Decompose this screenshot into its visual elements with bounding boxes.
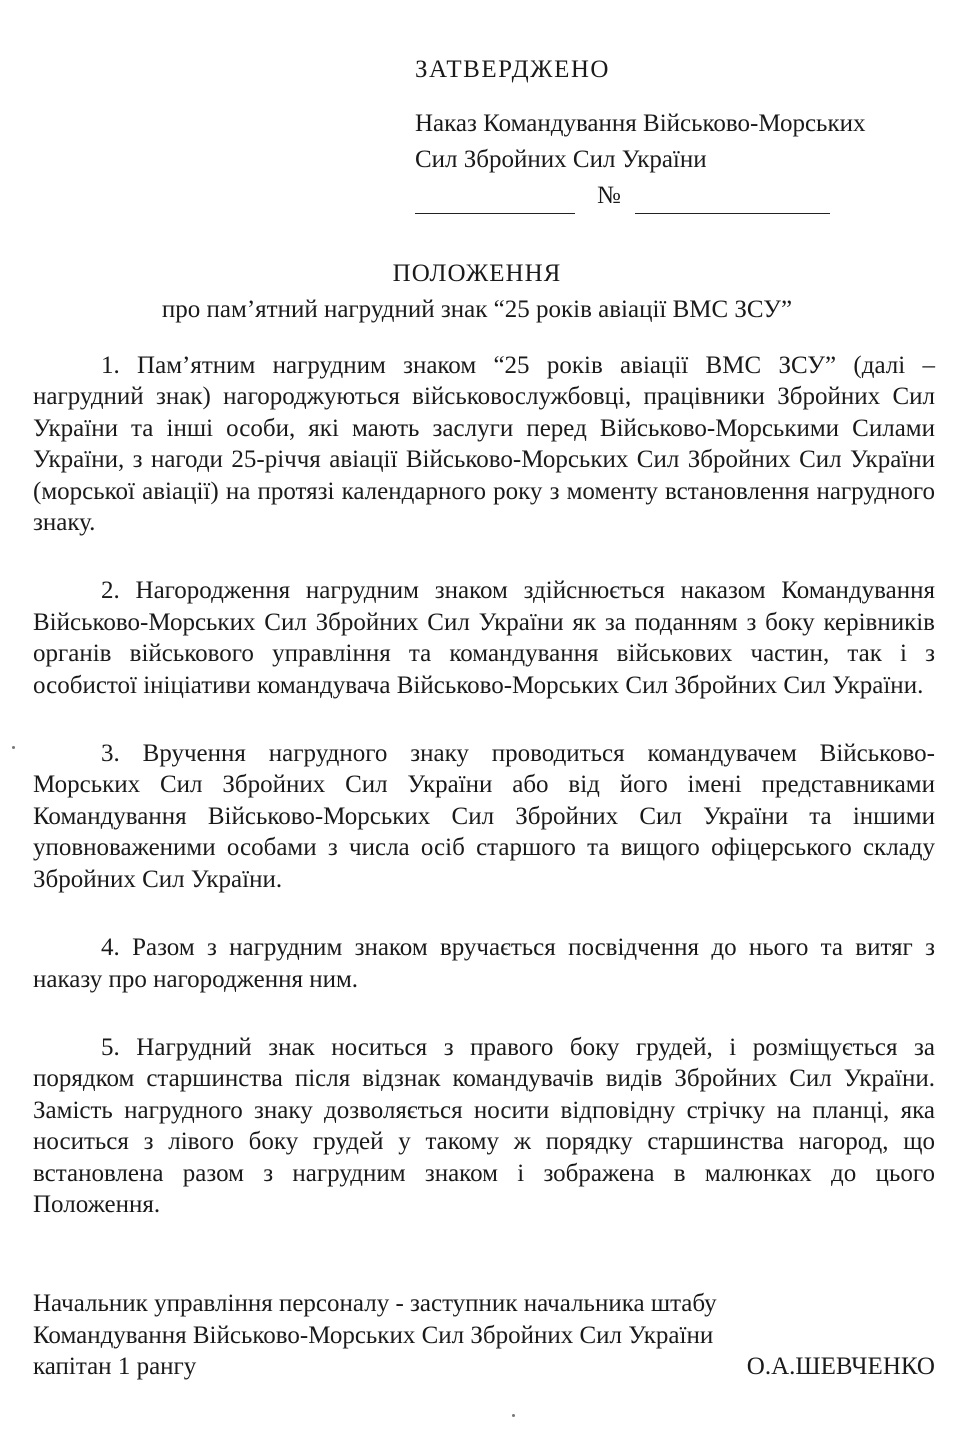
document-title-block: [0, 256, 954, 328]
approved-stamp-text: ЗАТВЕРДЖЕНО: [415, 56, 610, 83]
approval-block: [415, 52, 935, 214]
order-date-number-line: [415, 178, 935, 214]
paragraph-2: 2. Нагородження нагрудним знаком здійснюється наказом Командування Військово-Морських Сил Збройних Сил України як за поданням з боку керівників органів військового управління та командування військових частин, так і з особистої ініціативи командувача Військово-Морських Сил Збройних Сил України.: [33, 577, 935, 699]
order-date-blank: [415, 187, 575, 214]
document-title: ПОЛОЖЕННЯ: [392, 260, 562, 287]
scan-speck: [12, 746, 15, 749]
order-line-1: Наказ Командування Військово-Морських: [415, 110, 866, 137]
signatory-position-line-2: Командування Військово-Морських Сил Збройних Сил України: [33, 1321, 714, 1349]
signatory-rank-name-line: [33, 1351, 935, 1383]
document-subtitle: про пам’ятний нагрудний знак “25 років авіації ВМС ЗСУ”: [161, 296, 793, 323]
order-number-sign: №: [597, 182, 621, 209]
signature-block: [33, 1288, 935, 1383]
signatory-name: О.А.ШЕВЧЕНКО: [746, 1353, 935, 1380]
signatory-rank: капітан 1 рангу: [33, 1353, 197, 1380]
paragraph-3: 3. Вручення нагрудного знаку проводиться командувачем Військово-Морських Сил Збройних Сил України або від його імені представниками Командування Військово-Морських Сил Збройних Сил України та іншими уповноваженими особами з числа осіб старшого та вищого офіцерського складу Збройних Сил України.: [33, 740, 935, 893]
order-number-blank: [635, 187, 830, 214]
scan-speck: [512, 1414, 515, 1417]
signatory-position-line-1: Начальник управління персоналу - заступник начальника штабу: [33, 1290, 717, 1317]
paragraph-5: 5. Нагрудний знак носиться з правого боку грудей, і розміщується за порядком старшинства після відзнак командувачів видів Збройних Сил України. Замість нагрудного знаку дозволяється носити відповідну стрічку на планці, яка носиться з лівого боку грудей у такому ж порядку старшинства нагород, що встановлена разом з нагрудним знаком і зображена в малюнках до цього Положення.: [33, 1033, 935, 1218]
order-line-2: Сил Збройних Сил України: [415, 146, 707, 173]
paragraph-1: 1. Пам’ятним нагрудним знаком “25 років авіації ВМС ЗСУ” (далі – нагрудний знак) нагороджуються військовослужбовці, працівники Збройних Сил України та інші особи, які мають заслуги перед Військово-Морськими Силами України, з нагоди 25-річчя авіації Військово-Морських Сил Збройних Сил України (морської авіації) на протязі календарного року з моменту встановлення нагрудного знаку.: [33, 352, 935, 537]
document-body: [33, 350, 935, 1257]
paragraph-4: 4. Разом з нагрудним знаком вручається посвідчення до нього та витяг з наказу про нагородження ним.: [33, 934, 935, 993]
